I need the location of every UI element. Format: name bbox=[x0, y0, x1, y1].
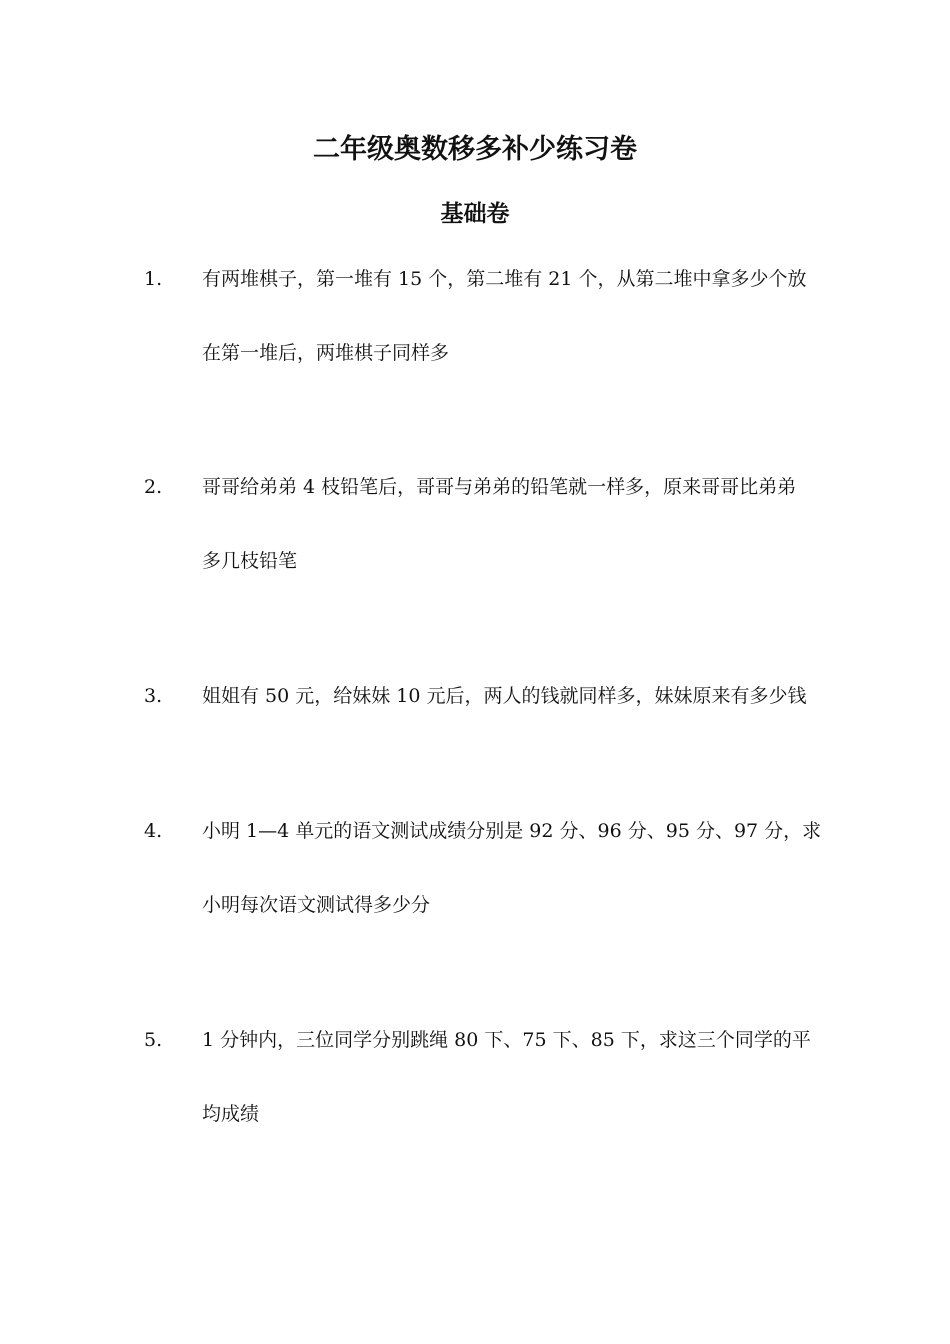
question-number: 5. bbox=[144, 1029, 163, 1051]
question-number: 3. bbox=[144, 685, 163, 707]
question-text-line: 有两堆棋子，第一堆有 15 个，第二堆有 21 个，从第二堆中拿多少个放 bbox=[202, 268, 807, 290]
question-number: 4. bbox=[144, 820, 163, 842]
question-text-line: 姐姐有 50 元，给妹妹 10 元后，两人的钱就同样多，妹妹原来有多少钱 bbox=[202, 685, 807, 707]
section-title: 基础卷 bbox=[440, 201, 510, 227]
document-title: 二年级奥数移多补少练习卷 bbox=[313, 134, 637, 165]
question-text-line: 1 分钟内，三位同学分别跳绳 80 下、75 下、85 下，求这三个同学的平 bbox=[202, 1029, 811, 1051]
question-text-line: 小明每次语文测试得多少分 bbox=[202, 894, 431, 916]
question-text-line: 多几枝铅笔 bbox=[202, 550, 298, 572]
question-text-line: 哥哥给弟弟 4 枝铅笔后，哥哥与弟弟的铅笔就一样多，原来哥哥比弟弟 bbox=[202, 476, 797, 498]
question-number: 2. bbox=[144, 476, 163, 498]
question-text-line: 在第一堆后，两堆棋子同样多 bbox=[202, 342, 450, 364]
question-number: 1. bbox=[144, 268, 163, 290]
question-text-line: 小明 1—4 单元的语文测试成绩分别是 92 分、96 分、95 分、97 分，求 bbox=[202, 820, 822, 842]
question-text-line: 均成绩 bbox=[202, 1103, 260, 1125]
